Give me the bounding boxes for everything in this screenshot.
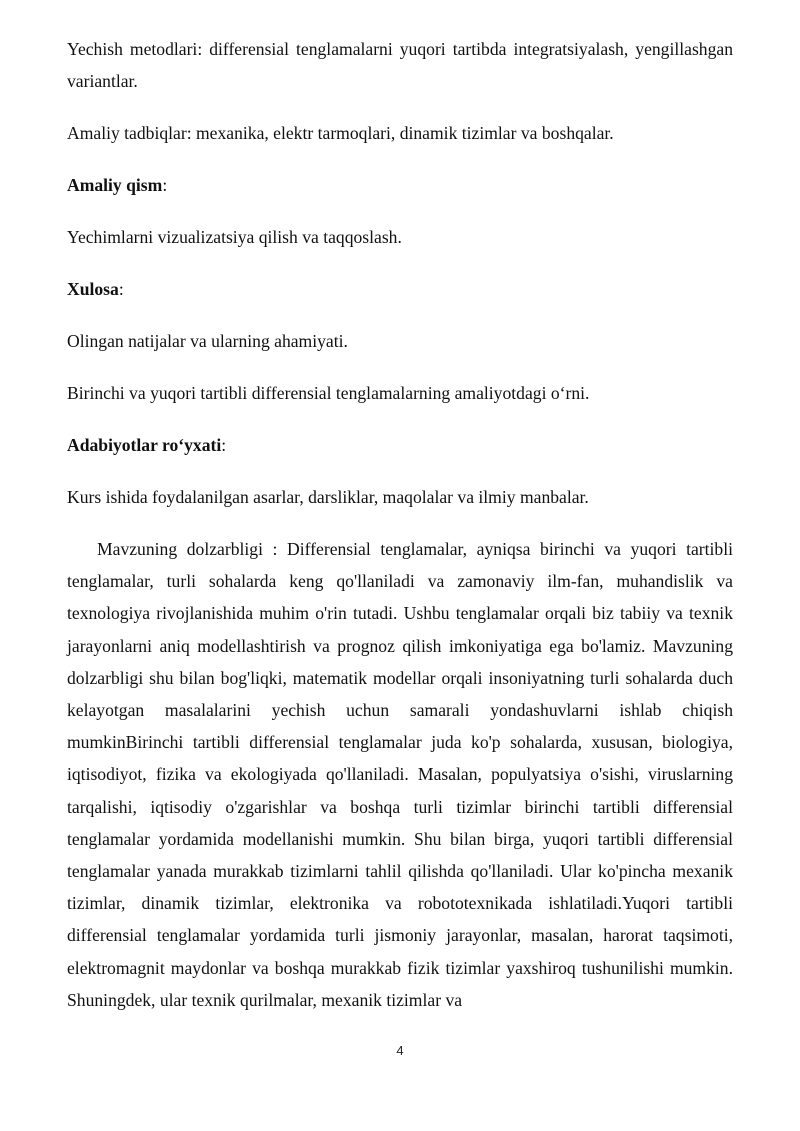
heading-practical-part <box>67 169 733 201</box>
paragraph-role: Birinchi va yuqori tartibli differensial tenglamalarning amaliyotdagi o‘rni. <box>67 383 590 403</box>
heading-references-label: Adabiyotlar ro‘yxati <box>67 435 222 455</box>
paragraph-relevance: Mavzuning dolzarbligi : Differensial tenglamalar, ayniqsa birinchi va yuqori tartibli tenglamalar, turli sohalarda keng qo'llaniladi va zamonaviy ilm-fan, muhandislik va texnologiya rivojlanishida muhim o'rin tutadi. Ushbu tenglamalar orqali biz tabiiy va texnik jarayonlarni aniq modellashtirish va prognoz qilish imkoniyatiga ega bo'lamiz. Mavzuning dolzarbligi shu bilan bog'liqki, matematik modellar orqali insoniyatning turli sohalarda duch kelayotgan masalalarini yechish uchun samarali yondashuvlarni ishlab chiqish mumkinBirinchi tartibli differensial tenglamalar juda ko'p sohalarda, xususan, biologiya, iqtisodiyot, fizika va ekologiyada qo'llaniladi. Masalan, populyatsiya o'sishi, viruslarning tarqalishi, iqtisodiy o'zgarishlar va boshqa turli tizimlar birinchi tartibli differensial tenglamalar yordamida modellanishi mumkin. Shu bilan birga, yuqori tartibli differensial tenglamalar yanada murakkab tizimlarni tahlil qilishda qo'llaniladi. Ular ko'pincha mexanik tizimlar, dinamik tizimlar, elektronika va robototexnikada ishlatiladi.Yuqori tartibli differensial tenglamalar yordamida turli jismoniy jarayonlar, masalan, harorat taqsimoti, elektromagnit maydonlar va boshqa murakkab fizik tizimlar yaxshiroq tushunilishi mumkin. Shuningdek, ular texnik qurilmalar, mexanik tizimlar va <box>67 539 733 1010</box>
heading-conclusion <box>67 273 733 305</box>
heading-colon: : <box>118 279 124 299</box>
heading-conclusion-label: Xulosa <box>67 279 119 299</box>
paragraph-applications: Amaliy tadbiqlar: mexanika, elektr tarmoqlari, dinamik tizimlar va boshqalar. <box>67 123 614 143</box>
paragraph-solution-methods: Yechish metodlari: differensial tenglamalarni yuqori tartibda integratsiyalash, yengillashgan variantlar. <box>67 39 733 91</box>
paragraph-results: Olingan natijalar va ularning ahamiyati. <box>67 331 348 351</box>
paragraph-sources: Kurs ishida foydalanilgan asarlar, darsliklar, maqolalar va ilmiy manbalar. <box>67 487 589 507</box>
page-number: 4 <box>396 1043 404 1058</box>
paragraph-visualization: Yechimlarni vizualizatsiya qilish va taqqoslash. <box>67 227 402 247</box>
document-page <box>67 33 733 1016</box>
heading-practical-part-label: Amaliy qism <box>67 175 163 195</box>
heading-colon: : <box>221 435 227 455</box>
heading-references <box>67 429 733 461</box>
heading-colon: : <box>162 175 168 195</box>
